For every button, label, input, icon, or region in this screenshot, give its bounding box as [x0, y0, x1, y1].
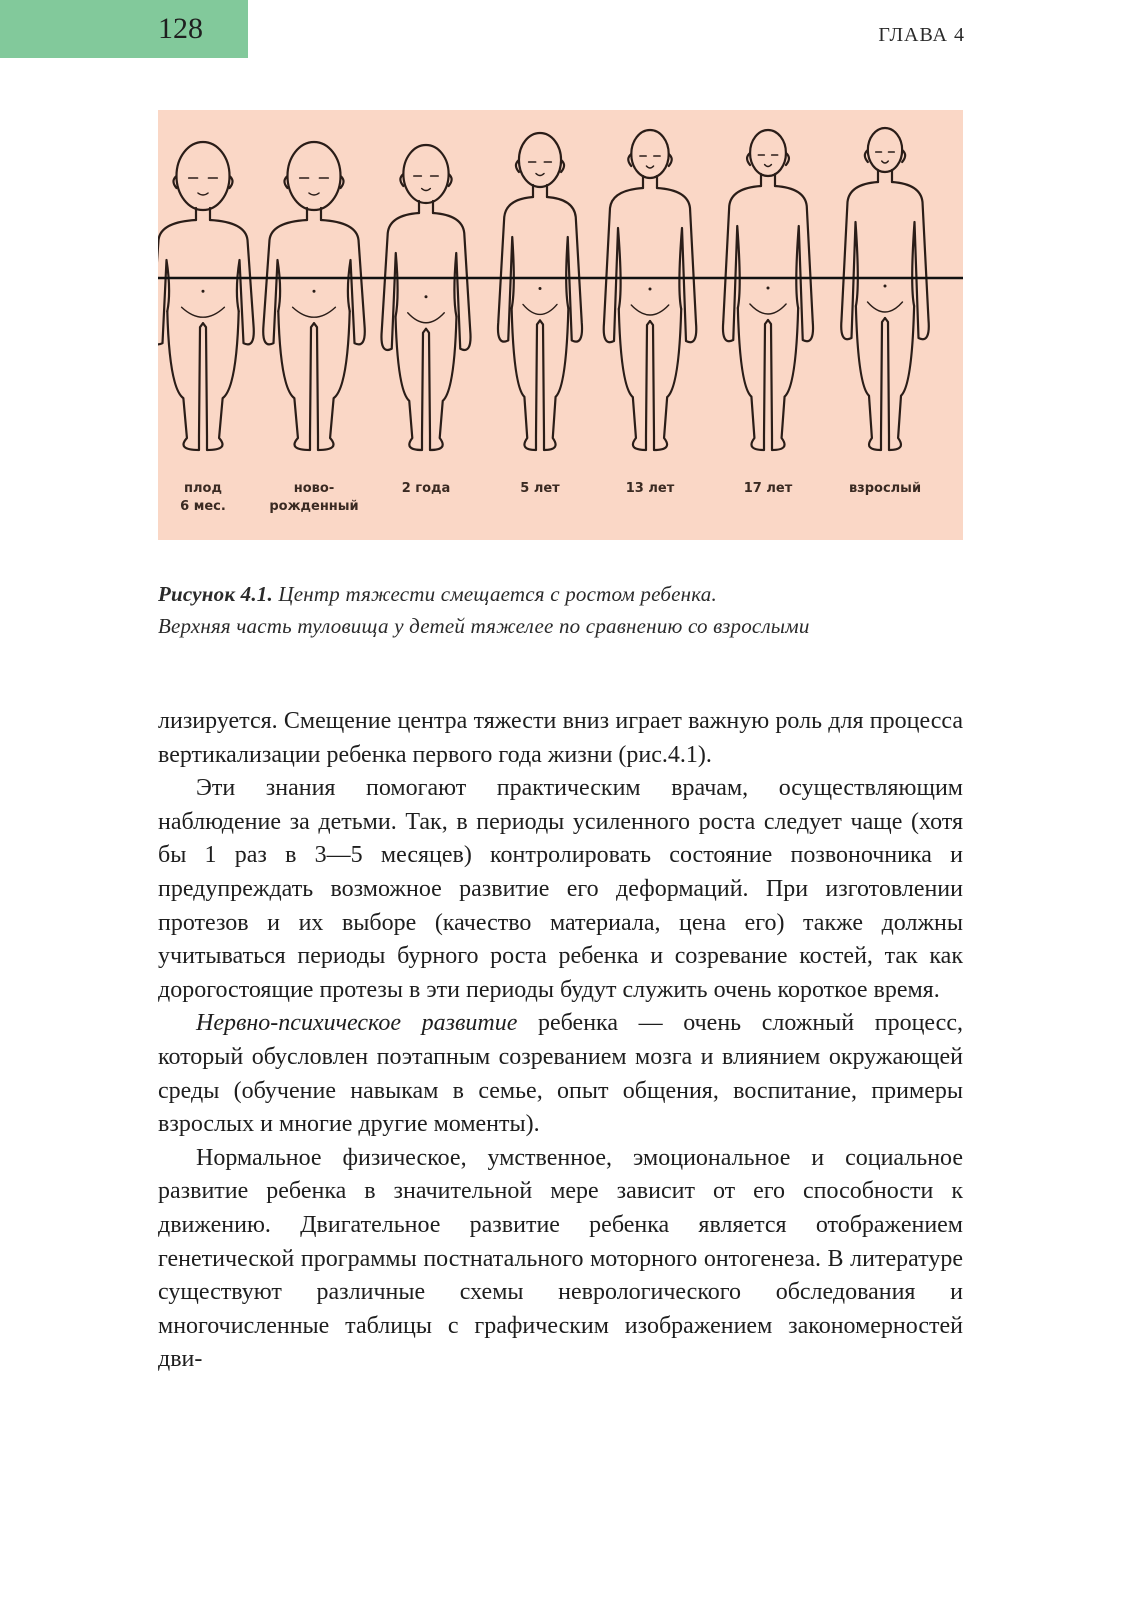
- child-2-years-figure: [381, 145, 470, 450]
- caption-line-2: Верхняя часть туловища у детей тяжелее по сравнению со взрослыми: [158, 614, 810, 638]
- age-label: плод 6 мес.: [180, 481, 226, 514]
- age-label: 17 лет: [743, 481, 793, 496]
- paragraph-3: [158, 1007, 963, 1141]
- newborn-figure: [263, 142, 365, 450]
- child-5-years-figure: [498, 133, 582, 450]
- age-label: 2 года: [401, 481, 451, 496]
- caption-label: Рисунок 4.1.: [158, 582, 273, 606]
- paragraph-4: Нормальное физическое, умственное, эмоциональное и социальное развитие ребенка в значительной мере зависит от его способности к движению. Двигательное развитие ребенка является отображением генетической программы постнатального моторного онтогенеза. В литературе существуют различные схемы неврологического обследования и многочисленные таблицы с графическим изображением закономерностей дви-: [158, 1144, 963, 1373]
- age-label: ново- рожденный: [269, 481, 359, 514]
- figure-body-proportions: [158, 110, 963, 540]
- page-number-tab: [0, 0, 248, 58]
- teen-17-years-figure: [723, 130, 813, 450]
- paragraph-3-text: ребенка — очень сложный процесс, который обусловлен поэтапным созреванием мозга и влиянием окружающей среды (обучение навыкам в семье, опыт общения, воспитание, примеры взрослых и многие другие моменты).: [158, 1010, 963, 1138]
- chapter-heading: ГЛАВА 4: [878, 24, 965, 46]
- age-label: 13 лет: [625, 481, 675, 496]
- age-label: взрослый: [848, 481, 922, 496]
- body-proportions-illustration: [158, 110, 963, 480]
- paragraph-1: лизируется. Смещение центра тяжести вниз играет важную роль для процесса вертикализации ребенка первого года жизни (рис.4.1).: [158, 708, 963, 768]
- age-labels: [158, 480, 963, 532]
- page-number: 128: [158, 12, 203, 45]
- body-text: [158, 705, 963, 1377]
- caption-line-1: Центр тяжести смещается с ростом ребенка.: [278, 582, 717, 606]
- age-label: 5 лет: [520, 481, 560, 496]
- adult-figure: [841, 128, 929, 450]
- figure-caption: [158, 578, 963, 642]
- fetus-6-months-figure: [158, 142, 254, 450]
- teen-13-years-figure: [604, 130, 697, 450]
- paragraph-2: Эти знания помогают практическим врачам, осуществляющим наблюдение за детьми. Так, в периоды усиленного роста следует чаще (хотя бы 1 раз в 3—5 месяцев) контролировать состояние позвоночника и предупреждать возможное развитие его деформаций. При изготовлении протезов и их выборе (качество материала, цена его) также должны учитываться периоды бурного роста ребенка и созревание костей, так как дорогостоящие протезы в эти периоды будут служить очень короткое время.: [158, 775, 963, 1003]
- paragraph-3-term: Нервно-психическое развитие: [196, 1010, 518, 1037]
